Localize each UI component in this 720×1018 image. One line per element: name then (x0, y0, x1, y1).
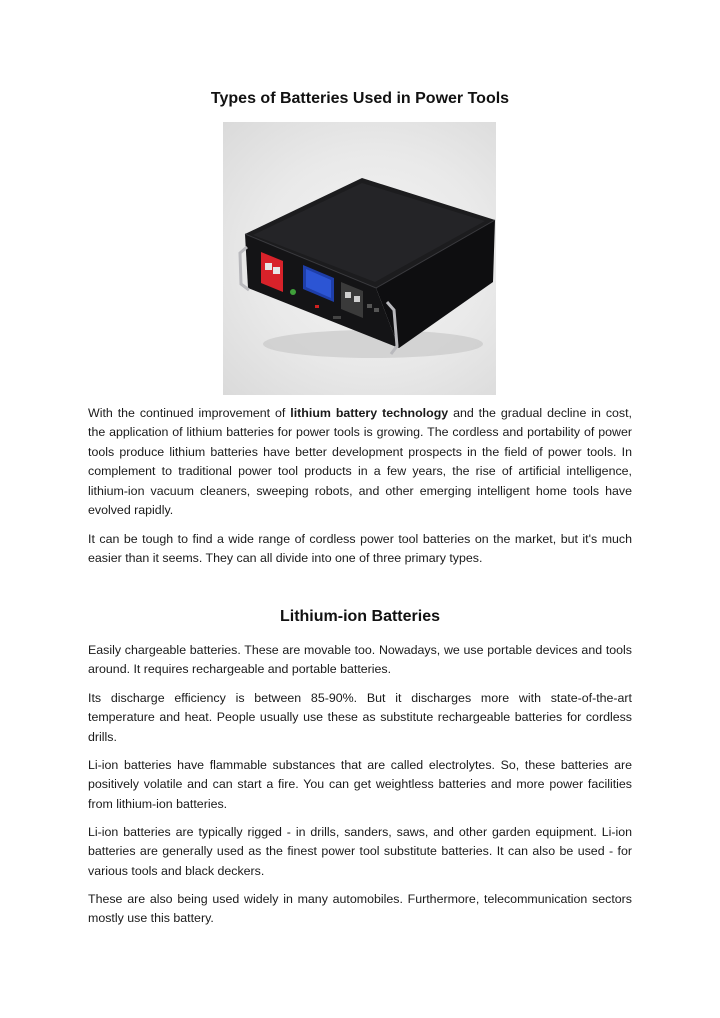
battery-photo (223, 122, 496, 395)
intro-text-after: and the gradual decline in cost, the application of lithium batteries for power tools is growing. The cordless and portability of power tools produce lithium batteries have better development prospects in the field of power tools. In complement to traditional power tool products in a few years, the rise of artificial intelligence, lithium-ion vacuum cleaners, sweeping robots, and other emerging intelligent home tools have evolved rapidly. (88, 406, 632, 518)
page-title: Types of Batteries Used in Power Tools (210, 90, 510, 107)
battery-module-icon (223, 122, 496, 395)
intro-link-lithium-battery-technology: lithium battery technology (290, 406, 449, 420)
intro-paragraph (88, 404, 632, 520)
intro-text-before: With the continued improvement of (88, 406, 291, 420)
section-paragraph-5: These are also being used widely in many automobiles. Furthermore, telecommunication sectors mostly use this battery. (88, 892, 632, 926)
section-paragraph-2: Its discharge efficiency is between 85-90%. But it discharges more with state-of-the-art temperature and heat. People usually use these as substitute rechargeable batteries for cordless drills. (88, 691, 632, 744)
section-paragraph-3: Li-ion batteries have flammable substances that are called electrolytes. So, these batteries are positively volatile and can start a fire. You can get weightless batteries and more power facilities from lithium-ion batteries. (88, 758, 632, 811)
intro-paragraph-2: It can be tough to find a wide range of cordless power tool batteries on the market, but it's much easier than it seems. They can all divide into one of three primary types. (88, 532, 632, 566)
section-paragraph-1: Easily chargeable batteries. These are movable too. Nowadays, we use portable devices and tools around. It requires rechargeable and portable batteries. (88, 643, 632, 677)
section-heading: Lithium-ion Batteries (279, 608, 440, 625)
section-paragraph-4: Li-ion batteries are typically rigged - in drills, sanders, saws, and other garden equipment. Li-ion batteries are generally used as the finest power tool substitute batteries. It can also be used - for various tools and black deckers. (88, 825, 632, 878)
